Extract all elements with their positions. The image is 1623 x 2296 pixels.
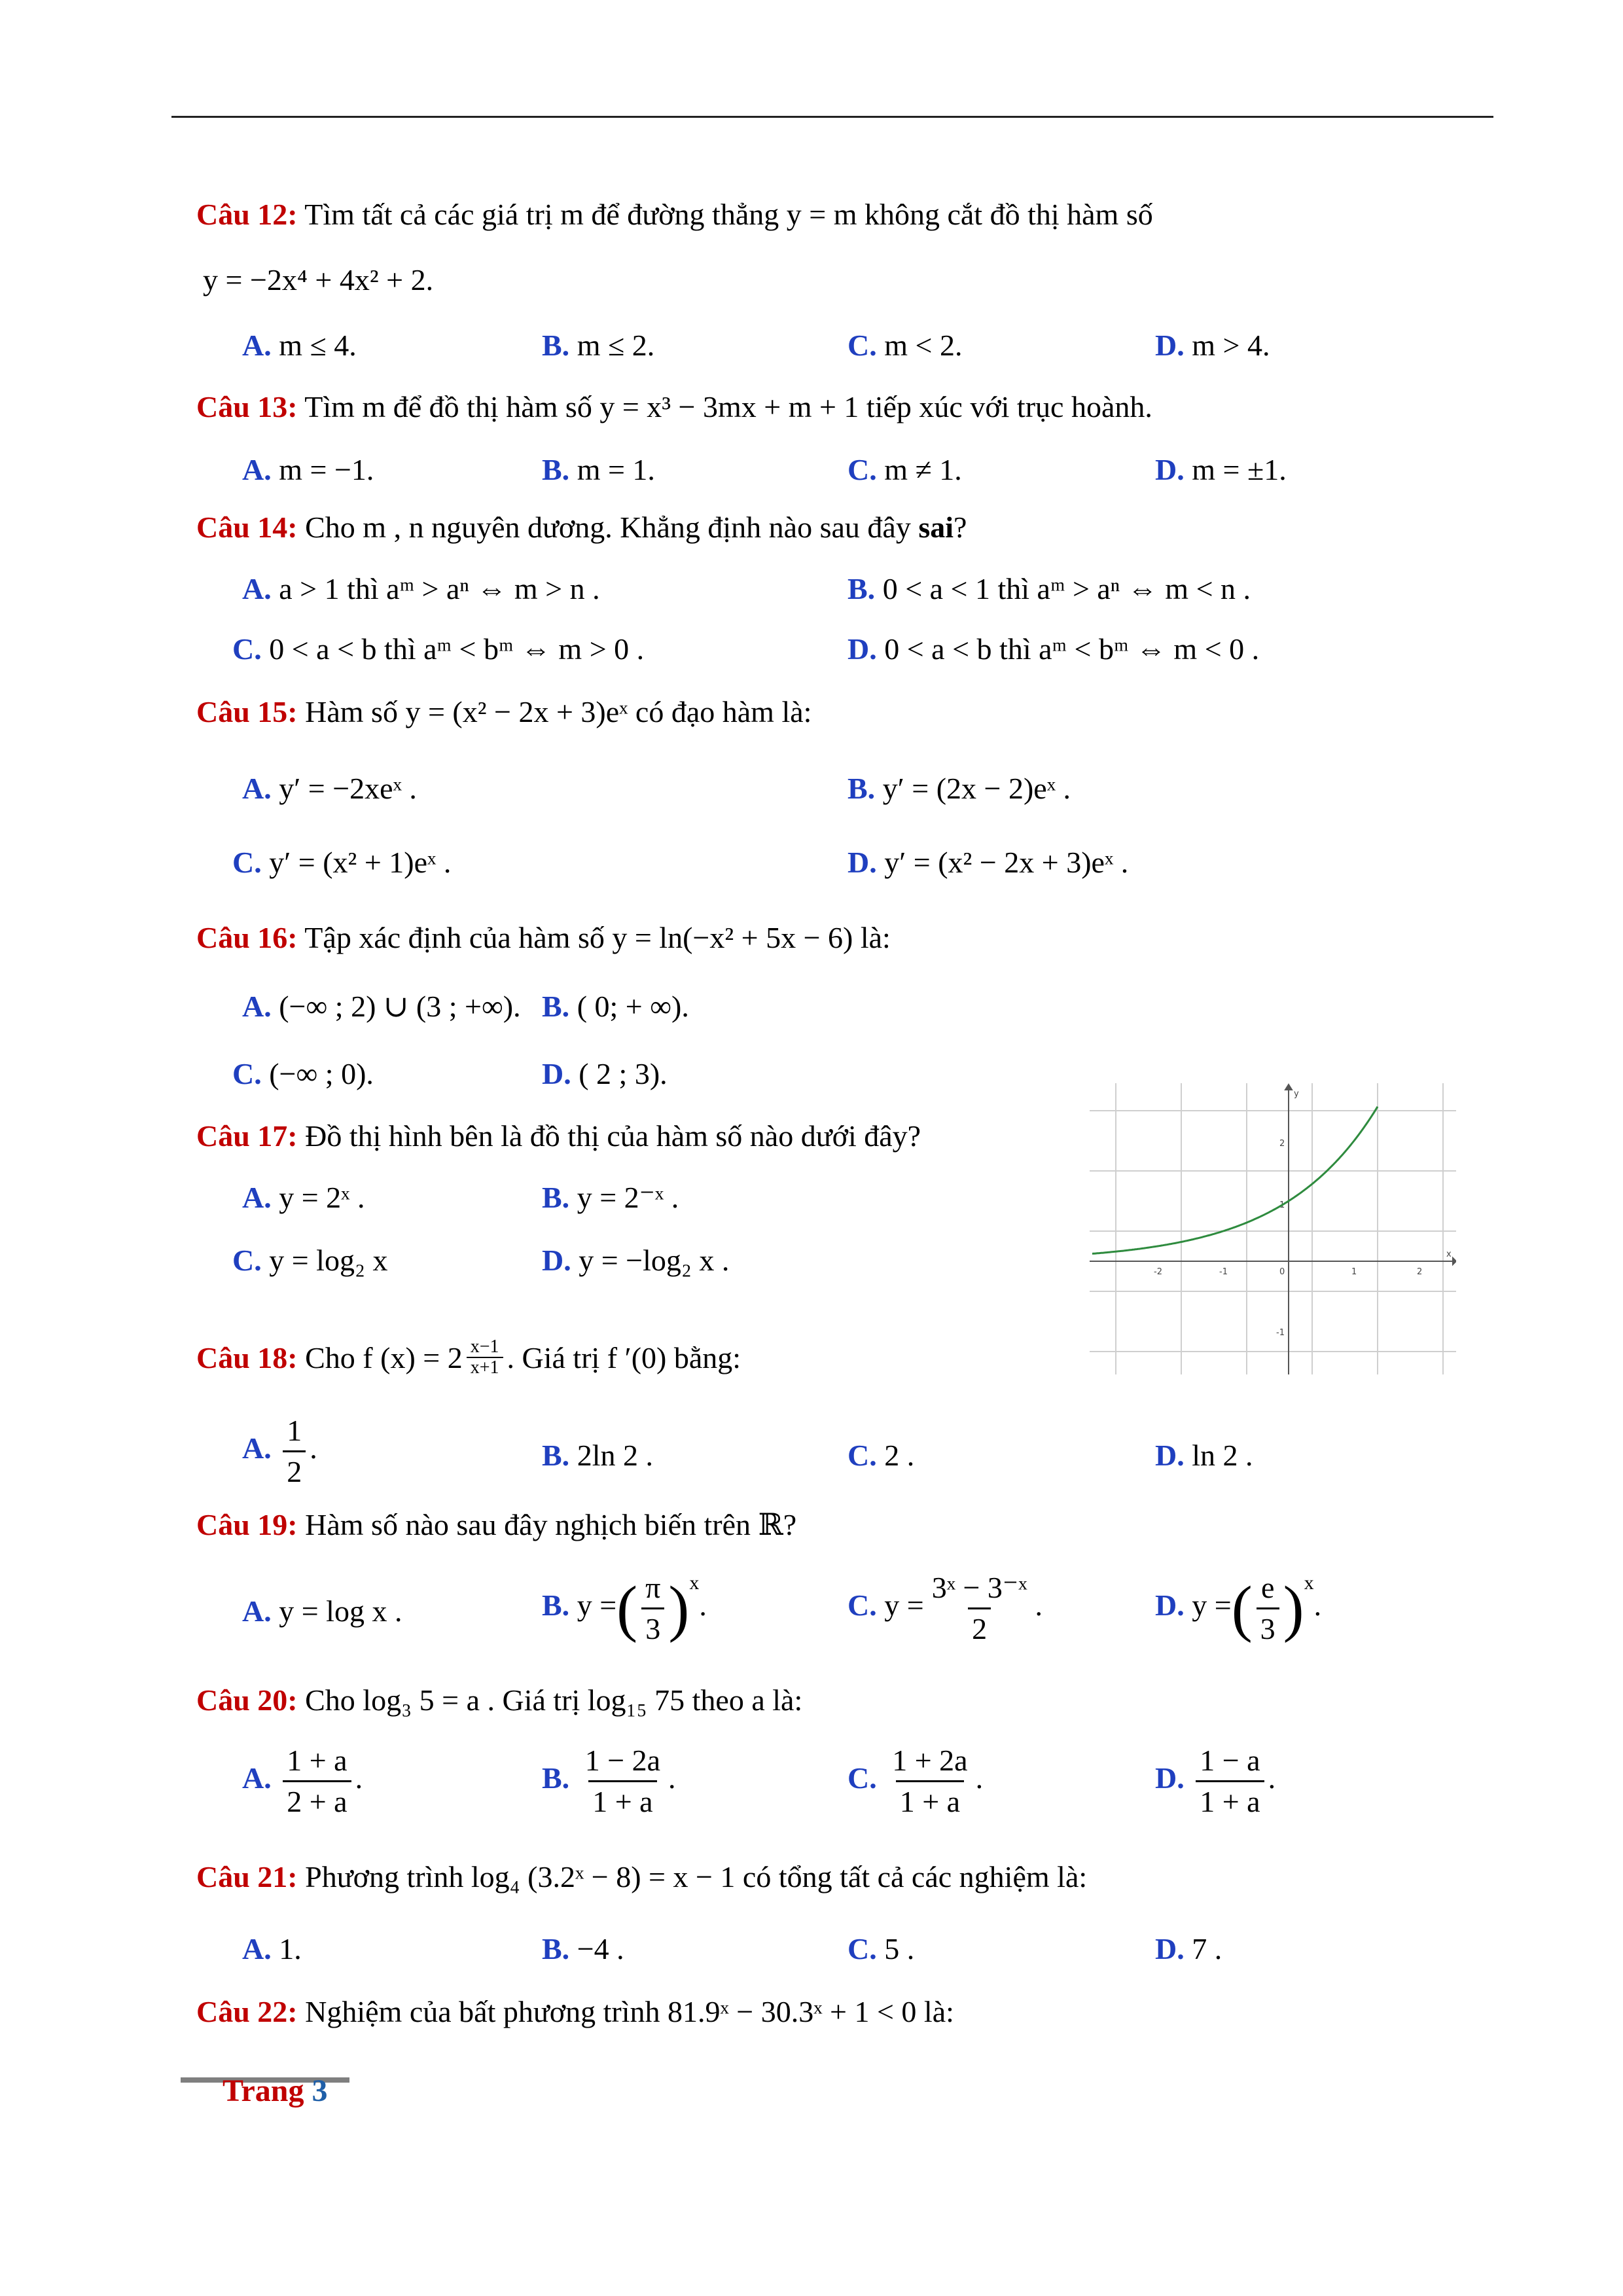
- option-a: A. (−∞ ; 2) ∪ (3 ; +∞).: [242, 990, 521, 1023]
- question-18: Câu 18: Cho f (x) = 2 $\frac{x-1}{x+1}$ . Giá trị f ′(0) bằng:: [196, 1336, 741, 1378]
- axes: [1090, 1085, 1456, 1374]
- question-label: Câu 20:: [196, 1683, 298, 1717]
- question-19: [196, 1507, 796, 1543]
- question-label: Câu 15:: [196, 695, 298, 728]
- option-a: A. y′ = −2xeˣ .: [242, 772, 417, 805]
- option-c: C. 5 .: [847, 1932, 915, 1965]
- exponent-fraction: $\frac{x-1}{x+1}$: [467, 1337, 503, 1378]
- tick-x-neg1: -1: [1219, 1267, 1228, 1277]
- option-d: D. y =( $\frac{e}{3}$ )$^x$.: [1155, 1571, 1322, 1645]
- option-b: B. y′ = (2x − 2)eˣ .: [847, 772, 1071, 805]
- question-12-formula: y = −2x⁴ + 4x² + 2.: [203, 263, 434, 296]
- option-b: B. $\frac{1 - 2a}{1 + a}$ .: [542, 1744, 676, 1818]
- question-text: Cho log₃ 5 = a . Giá trị log₁₅ 75 theo a là:: [305, 1683, 803, 1717]
- option-d: D. y = −log₂ x .: [542, 1244, 730, 1277]
- question-label: Câu 17:: [196, 1119, 298, 1153]
- grid: [1090, 1083, 1456, 1374]
- option-d: D. 0 < a < b thì aᵐ < bᵐ ⇔ m < 0 .: [847, 632, 1260, 666]
- option-a: A. 1.: [242, 1932, 302, 1965]
- option-d: D. 7 .: [1155, 1932, 1222, 1965]
- option-c: C. 2 .: [847, 1439, 915, 1472]
- tick-x-1: 1: [1351, 1267, 1357, 1277]
- tick-y-2: 2: [1279, 1139, 1285, 1149]
- question-22: [196, 1994, 954, 2030]
- question-13: [196, 389, 1152, 425]
- tick-y-1: 1: [1279, 1200, 1285, 1210]
- question-text: Tìm tất cả các giá trị m để đường thẳng y = m không cắt đồ thị hàm số: [304, 198, 1153, 231]
- option-c: C. m ≠ 1.: [847, 453, 962, 486]
- question-label: Câu 12:: [196, 198, 298, 231]
- option-d: D. y′ = (x² − 2x + 3)eˣ .: [847, 846, 1129, 879]
- question-label: Câu 16:: [196, 921, 298, 954]
- option-c: C. 0 < a < b thì aᵐ < bᵐ ⇔ m > 0 .: [232, 632, 645, 666]
- option-c: C. (−∞ ; 0).: [232, 1057, 374, 1090]
- question-label: Câu 21:: [196, 1860, 298, 1893]
- option-d: D. ln 2 .: [1155, 1439, 1253, 1472]
- question-12: [196, 196, 1153, 233]
- question-text: Phương trình log₄ (3.2ˣ − 8) = x − 1 có tổng tất cả các nghiệm là:: [305, 1860, 1088, 1893]
- option-a: A. y = 2ˣ .: [242, 1181, 365, 1214]
- question-label: Câu 14:: [196, 511, 298, 544]
- page-footer: [223, 2068, 327, 2114]
- axis-label-y: y: [1294, 1089, 1299, 1099]
- question-text: Tìm m để đồ thị hàm số y = x³ − 3mx + m + 1 tiếp xúc với trục hoành.: [304, 390, 1152, 423]
- question-20: [196, 1682, 802, 1719]
- option-d: D. ( 2 ; 3).: [542, 1057, 668, 1090]
- question-label: Câu 19:: [196, 1508, 298, 1541]
- option-d: D. m > 4.: [1155, 329, 1270, 362]
- question-14: Câu 14: Cho m , n nguyên dương. Khẳng định nào sau đây sai?: [196, 511, 967, 544]
- option-b: B. m ≤ 2.: [542, 329, 655, 362]
- option-c: C. $\frac{1 + 2a}{1 + a}$ .: [847, 1744, 984, 1818]
- exponential-graph: [1090, 1083, 1456, 1374]
- question-17: [196, 1118, 921, 1155]
- question-label: Câu 22:: [196, 1995, 298, 2028]
- option-b: B. y = 2⁻ˣ .: [542, 1181, 679, 1214]
- option-a: A. y = log x .: [242, 1594, 402, 1628]
- tick-x-0: 0: [1279, 1267, 1285, 1277]
- option-b: B. −4 .: [542, 1932, 624, 1965]
- option-d: D. $\frac{1 - a}{1 + a}$ .: [1155, 1744, 1276, 1818]
- tick-x-neg2: -2: [1154, 1267, 1162, 1277]
- option-c: C. y = log₂ x: [232, 1244, 388, 1277]
- question-text: Đồ thị hình bên là đồ thị của hàm số nào dưới đây?: [305, 1119, 921, 1153]
- emphasis: sai: [918, 511, 954, 544]
- question-text: Cho f (x) = 2: [305, 1341, 463, 1374]
- option-a: A. a > 1 thì aᵐ > aⁿ ⇔ m > n .: [242, 572, 600, 605]
- option-b: B. y =( $\frac{\pi}{3}$ )$^x$.: [542, 1571, 707, 1645]
- option-a: A. m ≤ 4.: [242, 329, 357, 362]
- question-21: [196, 1859, 1087, 1895]
- tick-y-neg1: -1: [1276, 1328, 1285, 1338]
- option-c: C. y′ = (x² + 1)eˣ .: [232, 846, 452, 879]
- question-text: Hàm số y = (x² − 2x + 3)eˣ có đạo hàm là:: [305, 695, 812, 728]
- question-text: Nghiệm của bất phương trình 81.9ˣ − 30.3ˣ + 1 < 0 là:: [305, 1995, 954, 2028]
- option-c: C. y = $\frac{\text{3ˣ − 3⁻ˣ}}{2}$ .: [847, 1571, 1043, 1645]
- option-b: B. 0 < a < 1 thì aᵐ > aⁿ ⇔ m < n .: [847, 572, 1251, 605]
- question-15: [196, 694, 812, 730]
- question-label: Câu 18:: [196, 1341, 298, 1374]
- option-d: D. m = ±1.: [1155, 453, 1287, 486]
- option-b: B. 2ln 2 .: [542, 1439, 653, 1472]
- page-label: Trang: [223, 2073, 304, 2108]
- question-text: Cho m , n nguyên dương. Khẳng định nào sau đây: [305, 511, 911, 544]
- option-a: A. $\frac{1}{2}$ .: [242, 1414, 317, 1488]
- option-b: B. m = 1.: [542, 453, 655, 486]
- option-b: B. ( 0; + ∞).: [542, 990, 689, 1023]
- question-text: Tập xác định của hàm số y = ln(−x² + 5x − 6) là:: [304, 921, 891, 954]
- question-text: Hàm số nào sau đây nghịch biến trên ℝ?: [305, 1508, 797, 1541]
- option-a: A. m = −1.: [242, 453, 374, 486]
- question-16: [196, 920, 891, 956]
- question-label: Câu 13:: [196, 390, 298, 423]
- axis-label-x: x: [1446, 1249, 1452, 1259]
- option-c: C. m < 2.: [847, 329, 963, 362]
- option-a: A. $\frac{1 + a}{2 + a}$ .: [242, 1744, 363, 1818]
- header-rule: [171, 116, 1493, 118]
- page-number: 3: [312, 2073, 328, 2108]
- tick-x-2: 2: [1417, 1267, 1423, 1277]
